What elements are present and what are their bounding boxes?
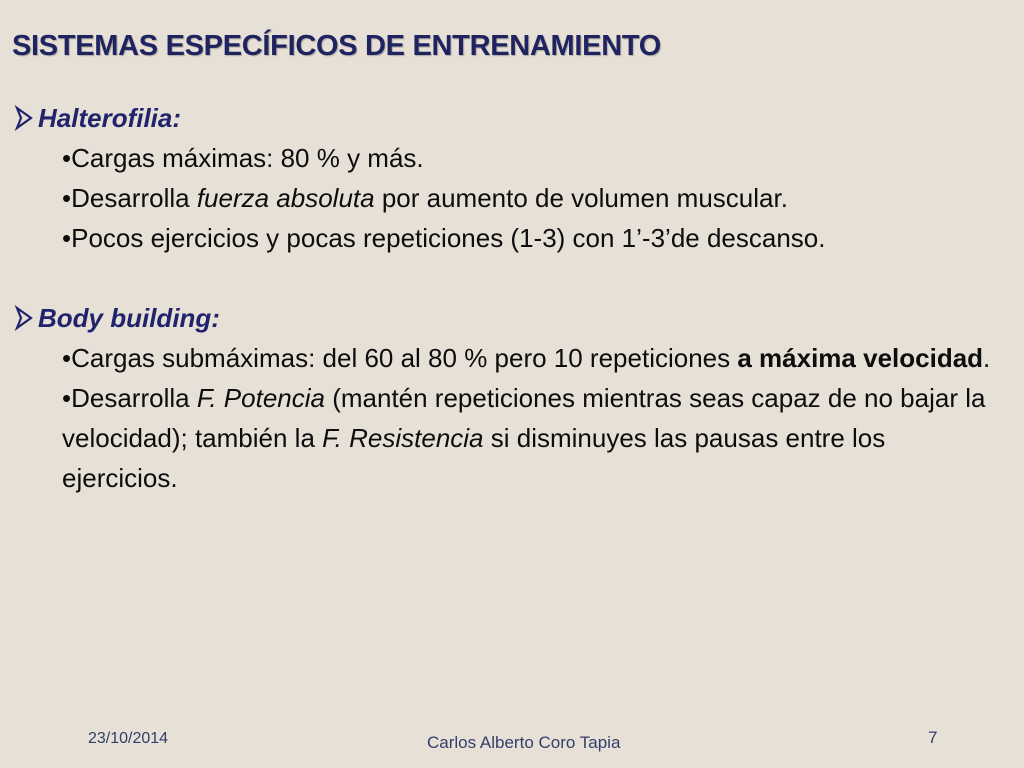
section-heading-body-building (14, 298, 994, 338)
section-heading-label: Body building: (38, 303, 220, 333)
footer-author: Carlos Alberto Coro Tapia (427, 733, 621, 752)
footer-date: 23/10/2014 (88, 730, 169, 747)
section-heading-label: Halterofilia: (38, 103, 182, 133)
section-heading-halterofilia (14, 98, 994, 138)
emphasis-text: F. Potencia (196, 383, 325, 413)
emphasis-text: F. Resistencia (322, 423, 484, 453)
arrow-bullet-icon (14, 105, 36, 131)
bullet-item: •Desarrolla F. Potencia (mantén repeticiones mientras seas capaz de no bajar la velocidad); también la F. Resistencia si disminuyes las pausas entre los ejercicios. (62, 383, 986, 493)
bullet-item: •Desarrolla fuerza absoluta por aumento de volumen muscular. (62, 183, 788, 213)
bold-text: a máxima velocidad (737, 343, 984, 373)
slide-content (14, 98, 994, 498)
emphasis-text: fuerza absoluta (196, 183, 375, 213)
slide-title: SISTEMAS ESPECÍFICOS DE ENTRENAMIENTO (12, 30, 662, 62)
bullet-item: •Cargas submáximas: del 60 al 80 % pero 10 repeticiones a máxima velocidad. (62, 343, 991, 373)
arrow-bullet-icon (14, 305, 36, 331)
bullet-item: •Pocos ejercicios y pocas repeticiones (1-3) con 1’-3’de descanso. (62, 223, 826, 253)
bullet-item: •Cargas máximas: 80 % y más. (62, 143, 424, 173)
page-number: 7 (928, 728, 938, 747)
